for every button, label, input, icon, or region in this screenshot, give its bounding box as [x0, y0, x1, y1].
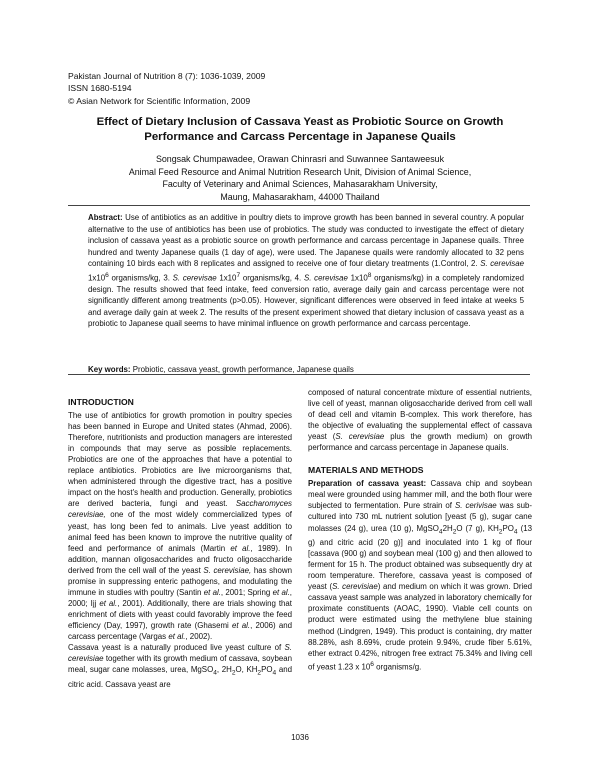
species-name: S. cerevisiae — [332, 582, 378, 592]
subscript: 2 — [231, 669, 236, 677]
abstract-species-2: S. cerevisae — [172, 273, 217, 283]
intro-continued-paragraph — [308, 387, 532, 453]
left-column — [68, 386, 292, 690]
superscript: 6 — [370, 660, 374, 668]
authors-block — [60, 153, 540, 203]
subsection-heading: Preparation of cassava yeast: — [308, 479, 427, 489]
species-name: S. cerevisiae — [335, 432, 385, 442]
body-text: was sub-cultured into 730 mL nutrient solution [yeast (5 g), sugar cane molasses (24 g), urea (10 g), MgSO — [308, 501, 532, 533]
body-text: Cassava chip and soybean meal were grounded using hammer mill, and the both flour were subjected to fermentation. Pure strain of — [308, 479, 532, 511]
et-al: et al. — [231, 620, 251, 630]
species-name: S. cerevisiae, — [203, 565, 252, 575]
abstract — [88, 212, 524, 330]
abstract-exp-3: 8 — [367, 271, 372, 279]
et-al: et al. — [168, 631, 186, 641]
body-text: plus the growth medium) on growth performance and carcass percentage in Japanese quails. — [308, 432, 532, 453]
intro-paragraph-1 — [68, 410, 292, 642]
keywords-label: Key words: — [88, 365, 131, 374]
subscript: 4 — [272, 669, 277, 677]
body-text: PO — [502, 523, 514, 533]
et-al: et al. — [272, 587, 290, 597]
affiliation-line-1: Animal Feed Resource and Animal Nutrition Research Unit, Division of Animal Science, — [128, 166, 472, 177]
body-text: organisms/g. — [376, 662, 422, 672]
intro-text: , 2001). Additionally, there are trials showing that enrichment of diets with yeast could favorably improve the feed efficiency (Day, 1997), growth rate (Ghasemi — [68, 598, 292, 630]
intro-text: together with its growth medium of cassava, soybean meal, sugar cane molasses, urea, MgSO — [68, 654, 292, 675]
species-name: Saccharomyces cerevisiae, — [68, 499, 292, 520]
abstract-dose-3: 1x10 — [350, 273, 368, 283]
title-line-1: Effect of Dietary Inclusion of Cassava Yeast as Probiotic Source on Growth — [96, 116, 504, 128]
keywords — [88, 364, 524, 375]
keywords-text: Probiotic, cassava yeast, growth performance, Japanese quails — [132, 365, 354, 374]
journal-info — [68, 70, 265, 107]
intro-text: one of the most widely commercialized types of yeast, has long been fed to animals. Live yeast addition to animal feed has been known to improve the nutritive quality of feed and performance of animals (Martin — [68, 510, 292, 553]
journal-issn: ISSN 1680-5194 — [68, 83, 132, 94]
species-name: S. cerevisiae — [68, 643, 292, 664]
intro-text: O, KH — [235, 665, 258, 675]
body-text: 2H — [442, 523, 453, 533]
right-column — [308, 387, 532, 672]
body-text: O (7 g), KH — [456, 523, 499, 533]
intro-paragraph-2 — [68, 642, 292, 690]
intro-text: , 2000; Ijj — [68, 587, 292, 608]
journal-copyright: © Asian Network for Scientific Information, 2009 — [68, 95, 251, 106]
materials-methods-heading: MATERIALS AND METHODS — [308, 465, 424, 476]
abstract-label: Abstract: — [88, 213, 123, 222]
affiliation-line-3: Maung, Mahasarakham, 44000 Thailand — [220, 191, 380, 202]
abstract-text-3: organisms/kg, 3. — [111, 273, 170, 283]
journal-citation: Pakistan Journal of Nutrition 8 (7): 1036-1039, 2009 — [68, 71, 266, 81]
intro-text: , 2002). — [185, 631, 213, 641]
intro-text: The use of antibiotics for growth promotion in poultry species has been banned in Europe and United states (Ahmad, 2006). Therefore, nutritionists and production managers are interested in compounds that may serve as possible replacements. Probiotics are one of the approaches that have a potential to replace antibiotics. Probiotics are live microorganisms that, when administered through the digestive tract, has a positive impact on the host's health and production. Generally, probiotics are derived bacteria, fungi and yeast. — [68, 411, 292, 509]
intro-text: and citric acid. Cassava yeast are — [68, 665, 292, 689]
abstract-exp-2: 7 — [236, 271, 241, 279]
paper-title — [60, 115, 540, 145]
abstract-text-5: organisms/kg, 4. — [242, 273, 302, 283]
et-al: et al. — [99, 598, 118, 608]
abstract-dose-2: 1x10 — [219, 273, 237, 283]
et-al: et al. — [203, 587, 221, 597]
abstract-text-2: organisms/kg) in a completely randomized design. The results showed that feed intake, feed conversion ratio, average daily gain and carcass percentage were not significantly different among treatments (p>0.05). However, significant differences were observed in feed intake at weeks 5 and average daily gain at week 2. The results of the present experiment showed that dietary inclusion of cassava yeast as a probiotic to Japanese quail seems to have minimal influence on growth performance and carcass percentage. — [88, 273, 525, 329]
intro-text: PO — [261, 665, 273, 675]
subscript: 2 — [257, 669, 262, 677]
abstract-species-1: S. cerevisae — [480, 259, 524, 268]
author-names: Songsak Chumpawadee, Orawan Chinrasri and Suwannee Santaweesuk — [155, 154, 445, 164]
intro-text: has shown promise in suppressing enteric pathogens, and modulating the immune in studies with poultry (Santin — [68, 565, 292, 597]
subscript: 4 — [438, 528, 443, 536]
introduction-heading: INTRODUCTION — [68, 397, 134, 407]
subscript: 2 — [498, 528, 503, 536]
intro-text: , 2006) and carcass percentage (Vargas — [68, 620, 292, 641]
abstract-text-1: Use of antibiotics as an additive in poultry diets to improve growth has been banned in several country. A popular alternative to the use of antibiotics has been use of probiotics. The study was conducted to investigate the effect of dietary inclusion of cassava yeast as a probiotic source on growth performance and carcass percentage in Japanese quails. Three hundred and twenty Japanese quails (1 day of age), were used. The Japanese quails were randomly allocated to 32 pens containing 10 birds each with 8 replicates and assigned to receive one of four dietary treatments (1.Control, 2. — [88, 213, 524, 268]
subscript: 4 — [213, 669, 217, 677]
abstract-species-3: S. cerevisae — [303, 273, 348, 283]
intro-text: Cassava yeast is a naturally produced live yeast culture of — [68, 643, 282, 653]
subscript: 2 — [452, 528, 457, 536]
title-line-2: Performance and Carcass Percentage in Japanese Quails — [144, 131, 456, 143]
abstract-dose-1: 1x10 — [88, 273, 106, 283]
methods-paragraph-1 — [308, 478, 532, 672]
body-text: (13 g) and citric acid (20 g)] and inoculated into 1 kg of flour [cassava (900 g) and soybean meal (100 g) and then allowed to ferment for 15 h. The product obtained was subsequently dry at room temperature. Therefore, cassava yeast is composed of yeast ( — [308, 523, 532, 592]
body-text: composed of natural concentrate mixture of essential nutrients, live cell of yeast, mannan oligosaccharide derived from cell wall of dead cell and vitamin B-complex. This work therefore, has the objective of evaluating the supplemental effect of cassava yeast ( — [308, 388, 532, 442]
et-al: et al. — [230, 543, 251, 553]
subscript: 4 — [513, 528, 518, 536]
intro-text: , 2H — [216, 665, 232, 675]
abstract-exp-1: 6 — [105, 271, 109, 279]
body-text: ) and medium on which it was grown. Dried cassava yeast sample was analyzed in laboratory chemically for proximate constituents (AOAC, 1990). Viable cell counts on product were estimated using the methylene blue staining method (Lindgren, 1949). This product is containing, dry matter 88.28%, ash 8.69%, crude protein 9.94%, crude fiber 5.61%, ether extract 0.42%, nitrogen free extract 75.34% and living cell of yeast 1.23 x 10 — [308, 582, 532, 672]
page-number: 1036 — [291, 733, 309, 742]
affiliation-line-2: Faculty of Veterinary and Animal Sciences, Mahasarakham University, — [162, 179, 438, 190]
species-name: S. cerivisae — [455, 501, 497, 511]
intro-text: , 1989). In addition, mannan oligosaccharides and fructo oligosaccharide derived from the cell wall of the yeast — [68, 543, 293, 575]
intro-text: , 2001; Spring — [220, 587, 271, 597]
